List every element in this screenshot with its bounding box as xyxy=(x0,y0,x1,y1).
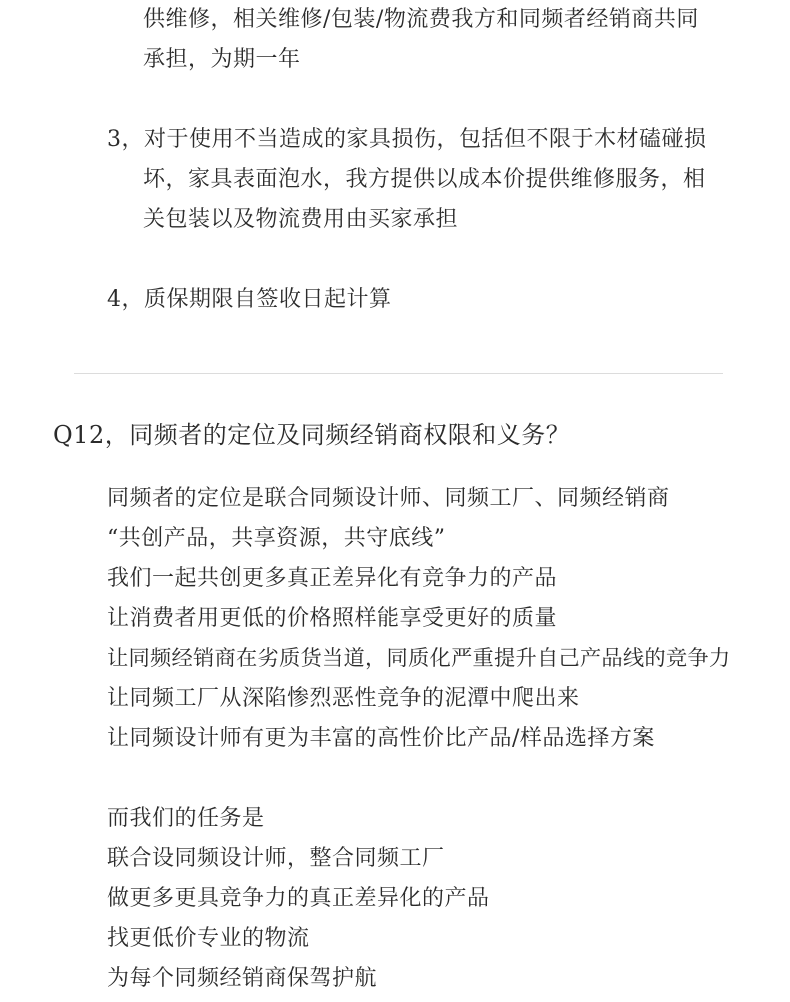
warranty-item4: 4，质保期限自签收日起计算 xyxy=(107,287,392,312)
task-line: 做更多更具竞争力的真正差异化的产品 xyxy=(107,886,490,911)
answer-line: 让同频设计师有更为丰富的高性价比产品/样品选择方案 xyxy=(107,726,655,751)
warranty-item3-line1: 3，对于使用不当造成的家具损伤，包括但不限于木材磕碰损 xyxy=(107,127,707,152)
answer-line: “共创产品，共享资源，共守底线” xyxy=(107,526,446,551)
warranty-item2-line2: 承担，为期一年 xyxy=(143,47,301,72)
task-line: 为每个同频经销商保驾护航 xyxy=(107,966,378,991)
task-line: 找更低价专业的物流 xyxy=(107,926,310,951)
warranty-item3-line3: 关包装以及物流费用由买家承担 xyxy=(143,207,459,232)
question-title: Q12，同频者的定位及同频经销商权限和义务？ xyxy=(53,421,571,449)
answer-line: 同频者的定位是联合同频设计师、同频工厂、同频经销商 xyxy=(107,486,670,511)
answer-line: 我们一起共创更多真正差异化有竞争力的产品 xyxy=(107,566,558,591)
task-line: 而我们的任务是 xyxy=(107,806,265,831)
answer-line: 让同频工厂从深陷惨烈恶性竞争的泥潭中爬出来 xyxy=(107,686,580,711)
task-line: 联合设同频设计师，整合同频工厂 xyxy=(107,846,445,871)
warranty-item3-line2: 坏，家具表面泡水，我方提供以成本价提供维修服务，相 xyxy=(143,167,706,192)
warranty-item2-line1: 供维修，相关维修/包装/物流费我方和同频者经销商共同 xyxy=(143,7,699,32)
section-divider xyxy=(74,373,723,374)
answer-line: 让同频经销商在劣质货当道，同质化严重提升自己产品线的竞争力 xyxy=(107,646,731,671)
answer-line: 让消费者用更低的价格照样能享受更好的质量 xyxy=(107,606,558,631)
